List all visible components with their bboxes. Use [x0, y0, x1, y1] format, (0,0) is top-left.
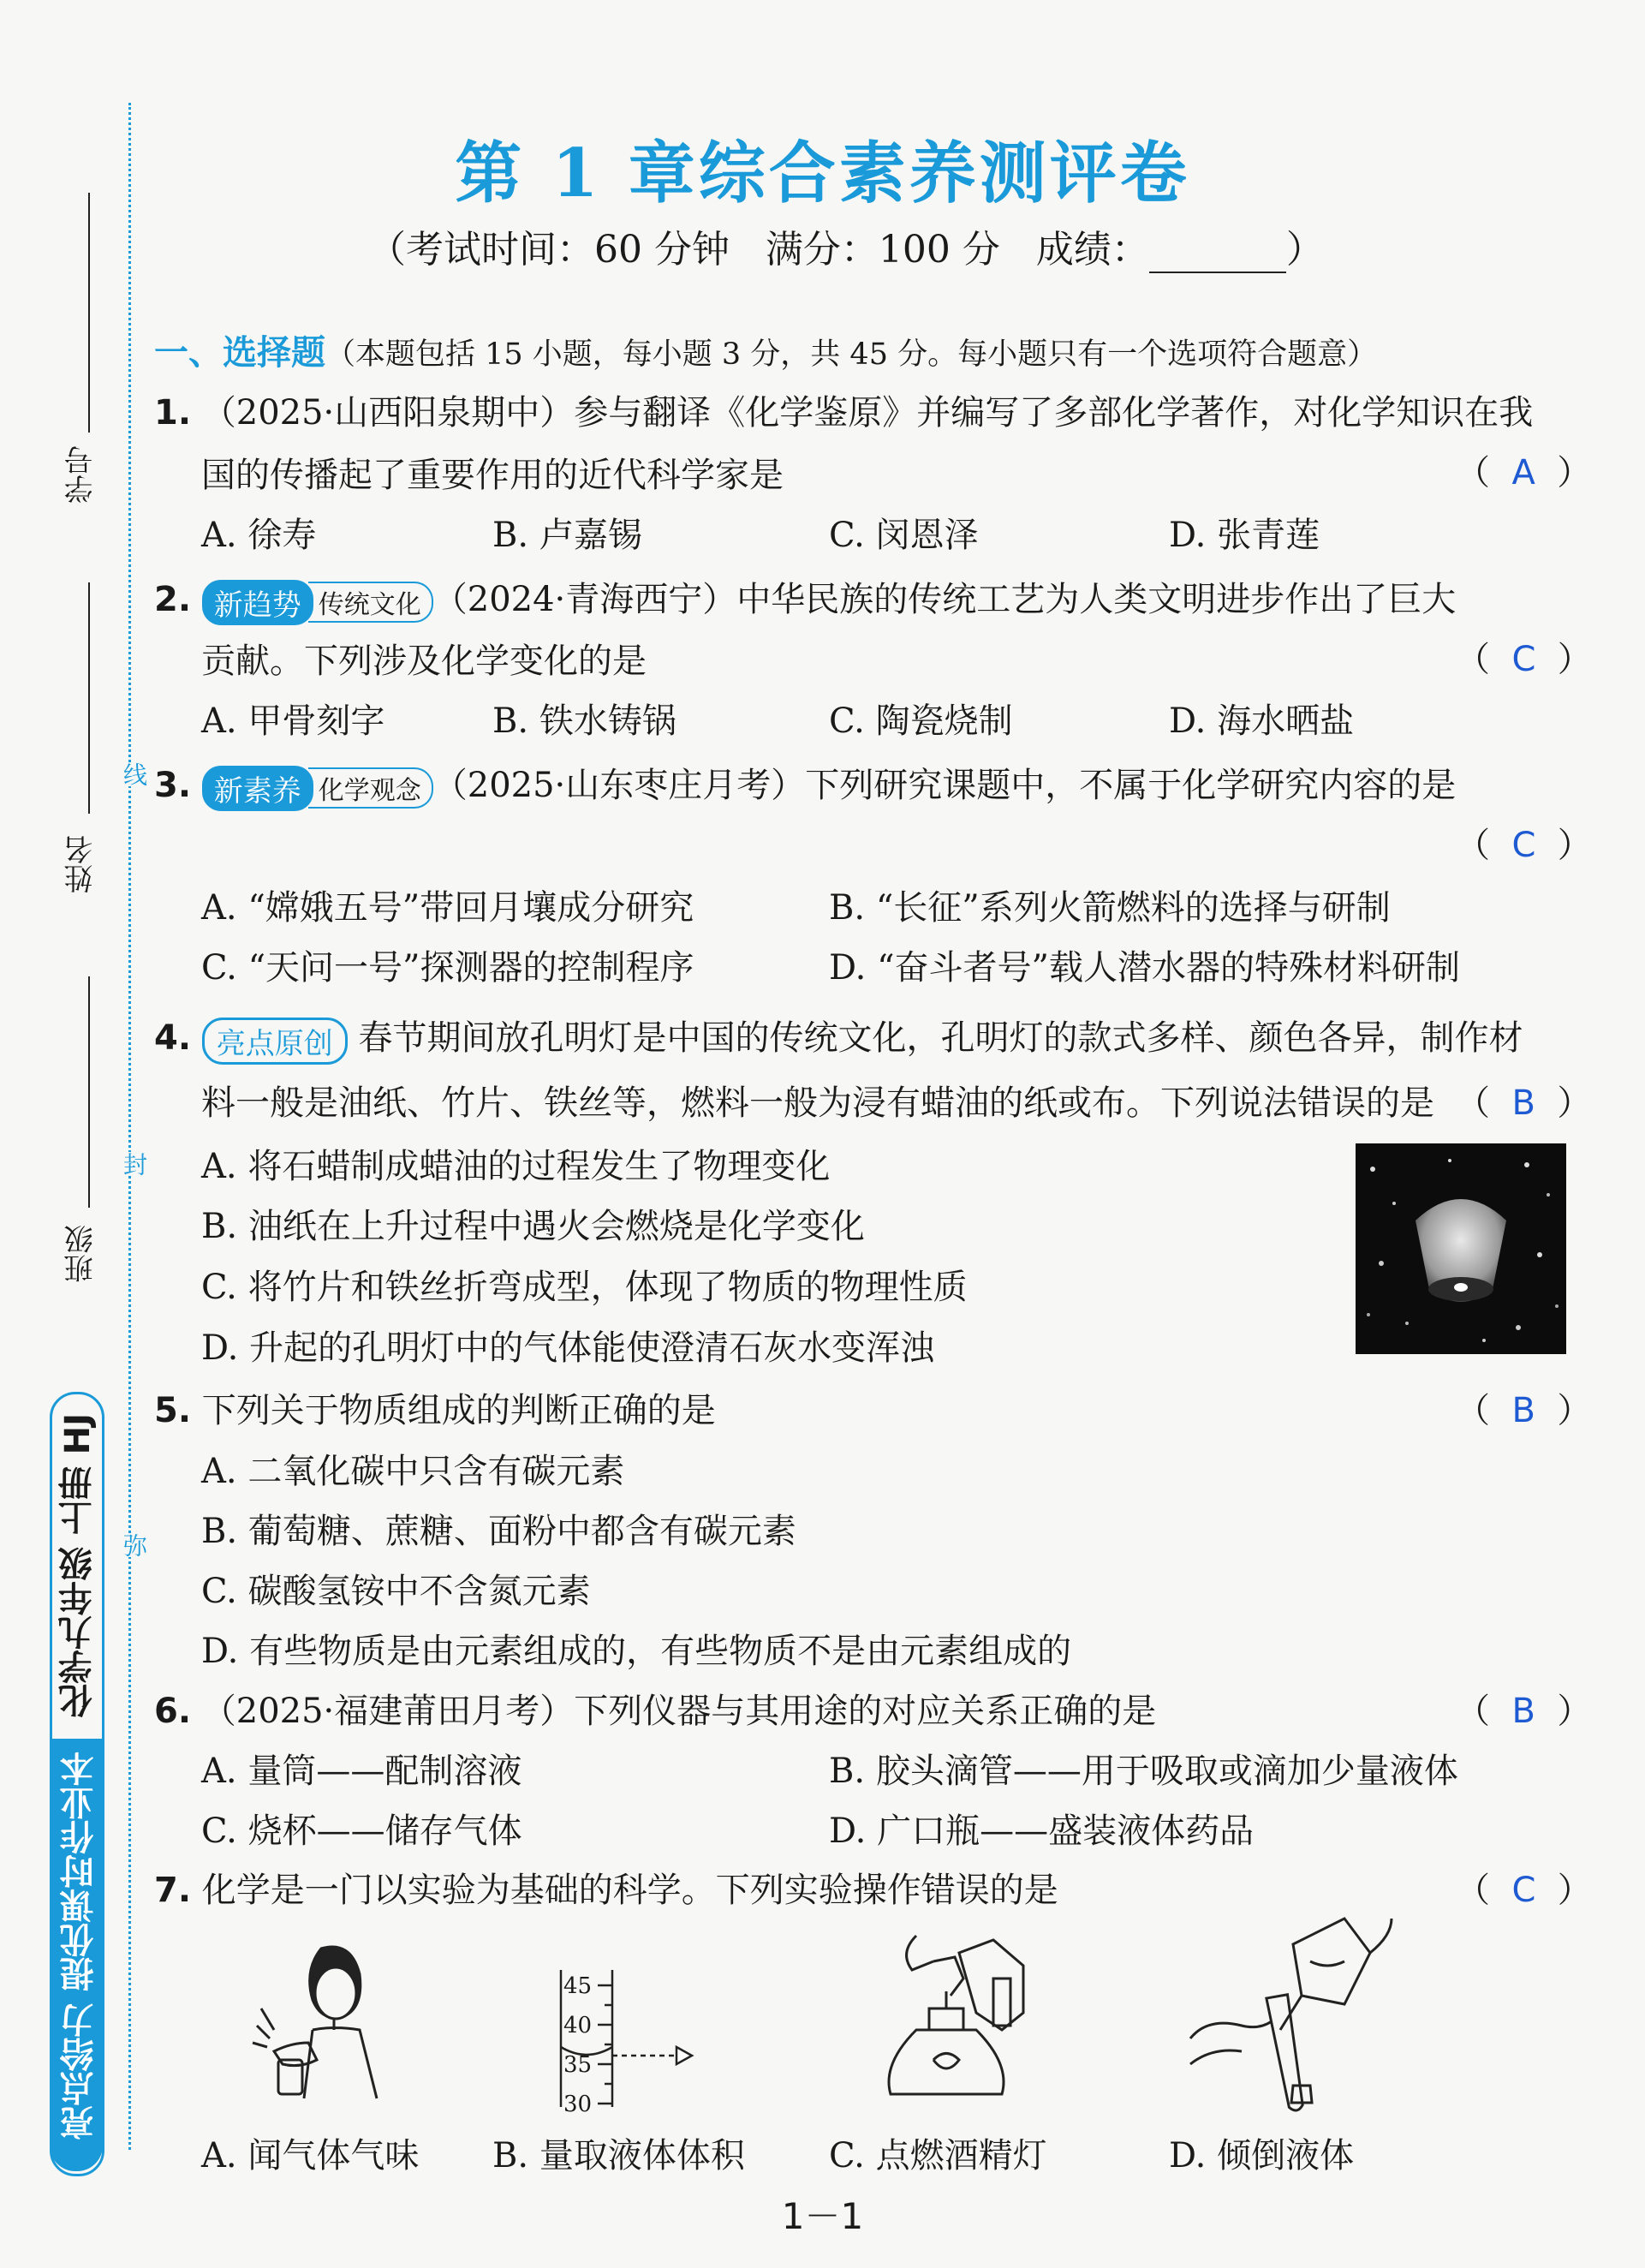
page-number: 1－1 — [781, 2195, 864, 2237]
figure-light-alcohol-lamp — [865, 1919, 1045, 2116]
student-no-blank[interactable] — [88, 193, 90, 433]
question-3 — [154, 758, 1456, 811]
q7-option-b: B. 量取液体体积 — [492, 2136, 745, 2175]
cylinder-tick-35: 35 — [563, 2052, 593, 2078]
q3-answer: （ C ） — [1456, 826, 1592, 865]
q6-option-a: A. 量筒——配制溶液 — [201, 1752, 522, 1791]
question-4 — [154, 1011, 1523, 1065]
q4-tag: 亮点原创 — [202, 1018, 348, 1065]
question-6 — [154, 1684, 1156, 1733]
q5-option-a: A. 二氧化碳中只含有碳元素 — [201, 1452, 625, 1491]
q5-answer-letter: B — [1511, 1391, 1535, 1430]
cut-mark-close: 弥 — [116, 1533, 151, 1557]
q1-option-a: A. 徐寿 — [201, 516, 317, 555]
q4-option-a: A. 将石蜡制成蜡油的过程发生了物理变化 — [201, 1147, 831, 1186]
question-7 — [154, 1863, 1058, 1912]
cut-mark-seal: 封 — [116, 1152, 151, 1176]
figure-measure-volume — [548, 1961, 702, 2116]
q6-option-c: C. 烧杯——储存气体 — [201, 1811, 522, 1851]
q4-answer: （ B ） — [1456, 1083, 1592, 1123]
figure-pour-liquid — [1173, 1910, 1404, 2116]
q7-answer-letter: C — [1511, 1871, 1536, 1910]
q3-option-a: A. “嫦娥五号”带回月壤成分研究 — [201, 888, 694, 928]
q4-option-c: C. 将竹片和铁丝折弯成型，体现了物质的物理性质 — [201, 1268, 968, 1307]
q2-stem-line2: 贡献。下列涉及化学变化的是 — [201, 642, 647, 681]
q2-option-c: C. 陶瓷烧制 — [829, 701, 1013, 741]
class-blank[interactable] — [88, 976, 90, 1208]
q5-stem-line1: 下列关于物质组成的判断正确的是 — [201, 1391, 716, 1430]
series-subject: 化学九年级 上册 HJ — [58, 1413, 98, 1719]
score-blank[interactable] — [1149, 237, 1286, 273]
q5-number: 5. — [154, 1391, 192, 1430]
section-label: 一、选择题 — [154, 332, 325, 373]
cylinder-tick-45: 45 — [563, 1973, 593, 1999]
q7-number: 7. — [154, 1871, 192, 1910]
series-brand: 亮点给力 提优课时作业本 — [60, 1752, 99, 2140]
q3-subtag: 化学观念 — [308, 767, 433, 809]
exam-meta — [368, 218, 1324, 273]
q6-stem-line1: （2025·福建莆田月考）下列仪器与其用途的对应关系正确的是 — [201, 1692, 1157, 1731]
exam-meta-end: ） — [1285, 228, 1324, 272]
q2-option-b: B. 铁水铸锅 — [492, 701, 676, 741]
q4-option-b: B. 油纸在上升过程中遇火会燃烧是化学变化 — [201, 1207, 865, 1246]
cylinder-tick-40: 40 — [563, 2013, 593, 2038]
q6-answer-letter: B — [1511, 1692, 1535, 1731]
q6-option-d: D. 广口瓶——盛装液体药品 — [829, 1811, 1255, 1851]
q1-option-b: B. 卢嘉锡 — [492, 516, 642, 555]
q2-subtag: 传统文化 — [308, 582, 433, 623]
exam-meta-text: （考试时间：60 分钟 满分：100 分 成绩： — [368, 228, 1149, 272]
q4-stem-line1: 春节期间放孔明灯是中国的传统文化，孔明灯的款式多样、颜色各异，制作材 — [358, 1018, 1523, 1058]
question-1 — [154, 385, 1533, 434]
q3-option-b: B. “长征”系列火箭燃料的选择与研制 — [829, 888, 1391, 928]
question-2 — [154, 572, 1456, 625]
question-5 — [154, 1383, 716, 1432]
q3-tag: 新素养 — [202, 766, 313, 811]
q7-stem-line1: 化学是一门以实验为基础的科学。下列实验操作错误的是 — [201, 1871, 1058, 1910]
cut-mark-line: 线 — [116, 762, 151, 786]
q6-number: 6. — [154, 1692, 192, 1731]
q5-option-b: B. 葡萄糖、蔗糖、面粉中都含有碳元素 — [201, 1512, 796, 1551]
q1-number: 1. — [154, 393, 192, 433]
binding-dotted-line — [128, 103, 131, 2150]
q2-option-d: D. 海水晒盐 — [1169, 701, 1355, 741]
q1-option-d: D. 张青莲 — [1169, 516, 1320, 555]
q7-option-a: A. 闻气体气味 — [201, 2136, 420, 2175]
page-title: 第 1 章综合素养测评卷 — [455, 134, 1190, 212]
student-no-label: 学号 — [64, 445, 98, 504]
q3-answer-letter: C — [1511, 826, 1536, 865]
q2-stem-line1: （2024·青海西宁）中华民族的传统工艺为人类文明进步作出了巨大 — [432, 580, 1457, 619]
q6-option-b: B. 胶头滴管——用于吸取或滴加少量液体 — [829, 1752, 1458, 1791]
q2-answer: （ C ） — [1456, 640, 1592, 679]
q4-number: 4. — [154, 1018, 192, 1058]
name-label: 姓名 — [64, 835, 98, 893]
q1-stem-line2: 国的传播起了重要作用的近代科学家是 — [201, 456, 784, 495]
name-blank[interactable] — [88, 582, 90, 814]
q3-stem-line1: （2025·山东枣庄月考）下列研究课题中，不属于化学研究内容的是 — [432, 766, 1457, 805]
q1-answer-letter: A — [1511, 453, 1535, 492]
q1-answer: （ A ） — [1456, 453, 1592, 492]
q5-option-c: C. 碳酸氢铵中不含氮元素 — [201, 1572, 591, 1611]
cylinder-tick-30: 30 — [563, 2092, 593, 2117]
q7-option-c: C. 点燃酒精灯 — [829, 2136, 1047, 2175]
q5-answer: （ B ） — [1456, 1391, 1592, 1430]
q4-answer-letter: B — [1511, 1083, 1535, 1123]
sky-lantern-photo — [1356, 1143, 1566, 1354]
q6-answer: （ B ） — [1456, 1692, 1592, 1731]
q3-option-d: D. “奋斗者号”载人潜水器的特殊材料研制 — [829, 948, 1460, 988]
section-desc: （本题包括 15 小题，每小题 3 分，共 45 分。每小题只有一个选项符合题意） — [325, 337, 1378, 372]
q2-number: 2. — [154, 580, 192, 619]
q4-stem-line2: 料一般是油纸、竹片、铁丝等，燃料一般为浸有蜡油的纸或布。下列说法错误的是 — [201, 1083, 1434, 1123]
q2-option-a: A. 甲骨刻字 — [201, 701, 385, 741]
class-label: 班级 — [64, 1225, 98, 1283]
q2-tag: 新趋势 — [202, 580, 313, 625]
q4-option-d: D. 升起的孔明灯中的气体能使澄清石灰水变浑浊 — [201, 1328, 935, 1368]
q1-stem-line1: （2025·山西阳泉期中）参与翻译《化学鉴原》并编写了多部化学著作，对化学知识在我 — [201, 393, 1534, 433]
q2-answer-letter: C — [1511, 640, 1536, 679]
q7-answer: （ C ） — [1456, 1871, 1592, 1910]
q5-option-d: D. 有些物质是由元素组成的，有些物质不是由元素组成的 — [201, 1632, 1072, 1671]
q1-option-c: C. 闵恩泽 — [829, 516, 979, 555]
q3-option-c: C. “天问一号”探测器的控制程序 — [201, 948, 694, 988]
section-heading — [154, 325, 1377, 374]
q3-number: 3. — [154, 766, 192, 805]
figure-smell-gas — [240, 1923, 402, 2103]
q7-option-d: D. 倾倒液体 — [1169, 2136, 1355, 2175]
